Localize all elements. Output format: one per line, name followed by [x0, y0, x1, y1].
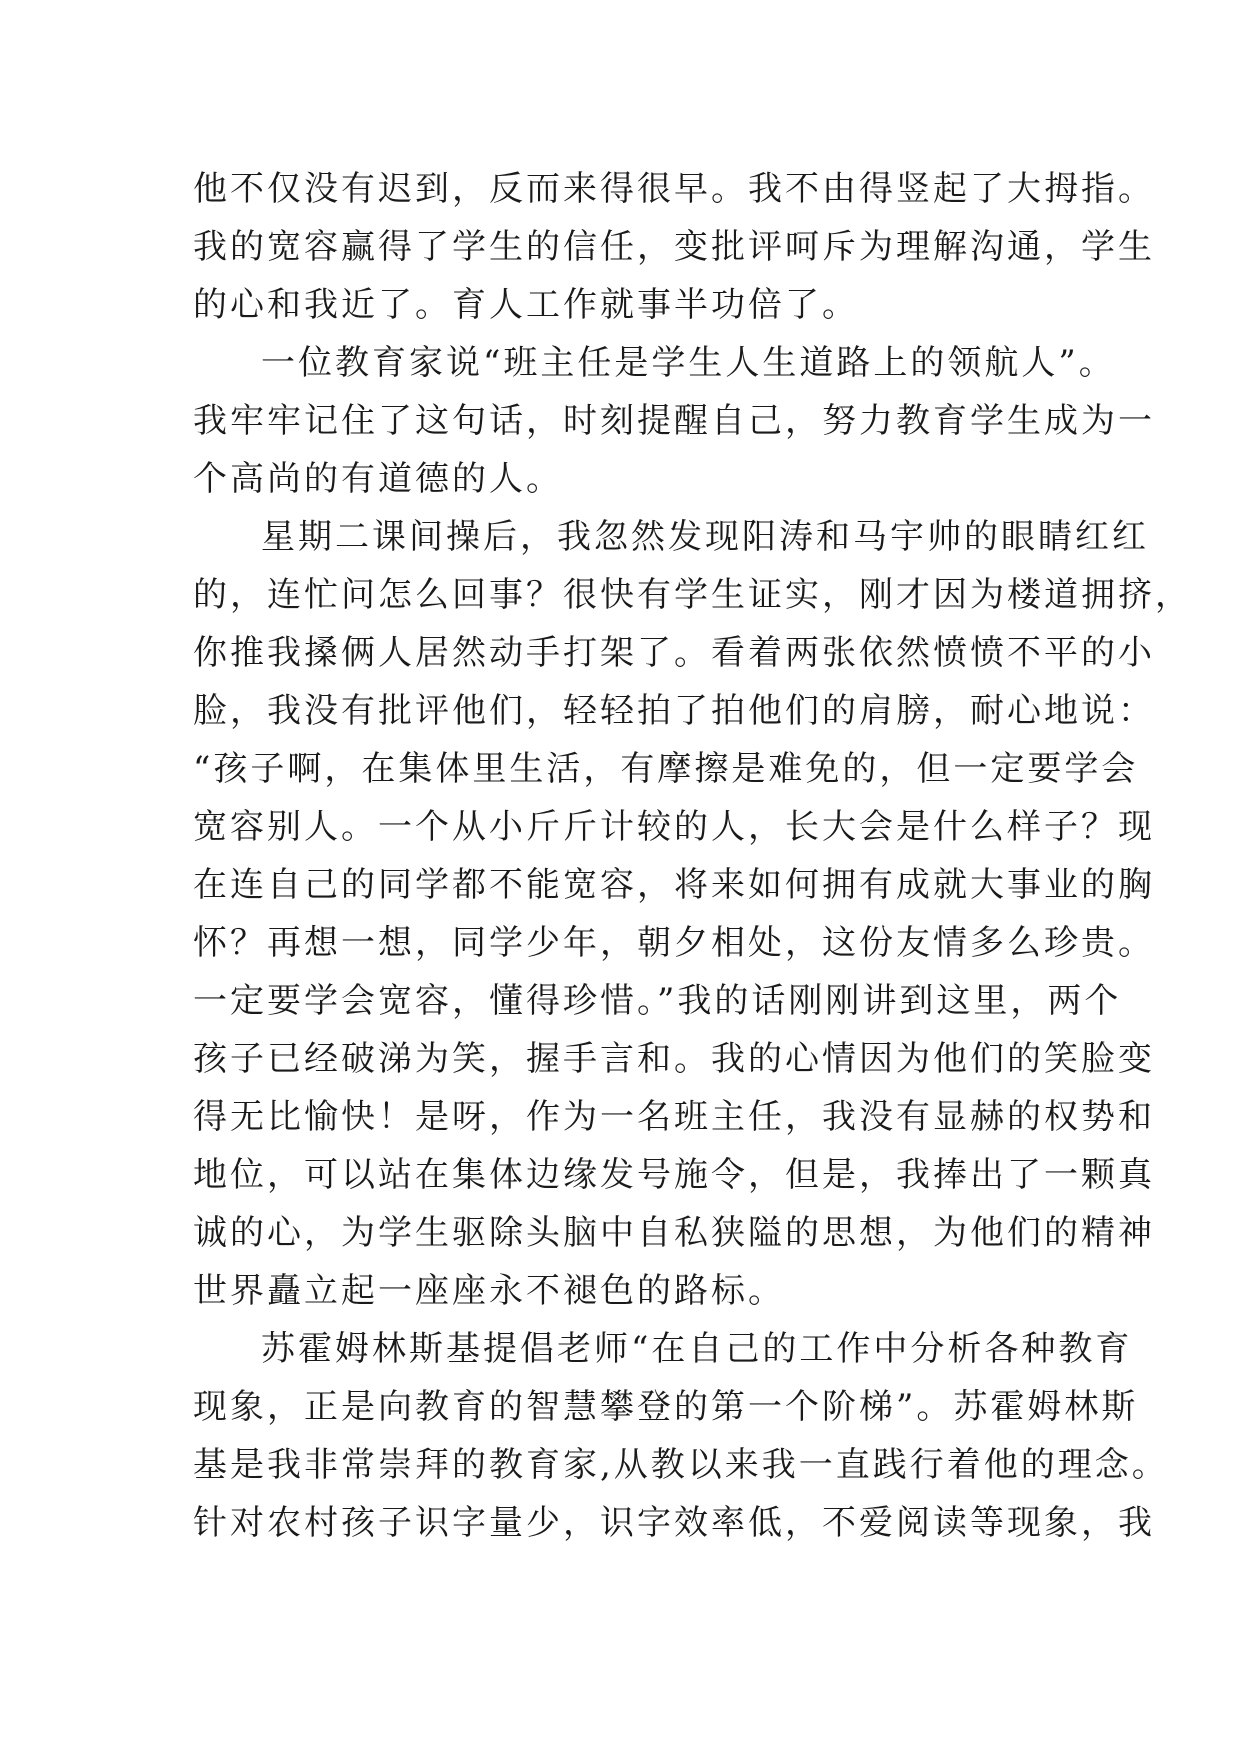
paragraph-1 — [193, 160, 1155, 334]
paragraph-4 — [193, 1320, 1169, 1552]
text-line: 孩子已经破涕为笑，握手言和。我的心情因为他们的笑脸变 — [193, 1039, 1155, 1079]
text-line: 怀？再想一想，同学少年，朝夕相处，这份友情多么珍贵。 — [193, 923, 1155, 963]
text-line: 现象，正是向教育的智慧攀登的第一个阶梯”。苏霍姆林斯 — [193, 1387, 1139, 1427]
text-line: 星期二课间操后，我忽然发现阳涛和马宇帅的眼睛红红 — [261, 517, 1149, 557]
text-line: 苏霍姆林斯基提倡老师“在自己的工作中分析各种教育 — [261, 1329, 1133, 1369]
document-body — [193, 160, 1192, 1552]
paragraph-2 — [193, 334, 1155, 508]
text-line: 你推我搡俩人居然动手打架了。看着两张依然愤愤不平的小 — [193, 633, 1155, 673]
text-line: 我牢牢记住了这句话，时刻提醒自己，努力教育学生成为一 — [193, 401, 1155, 441]
text-line: 世界矗立起一座座永不褪色的路标。 — [193, 1271, 785, 1311]
text-line: 宽容别人。一个从小斤斤计较的人，长大会是什么样子？现 — [193, 807, 1155, 847]
paragraph-3 — [193, 508, 1192, 1320]
text-line: 地位，可以站在集体边缘发号施令，但是，我捧出了一颗真 — [193, 1155, 1155, 1195]
text-line: “孩子啊，在集体里生活，有摩擦是难免的，但一定要学会 — [193, 749, 1139, 789]
text-line: 他不仅没有迟到，反而来得很早。我不由得竖起了大拇指。 — [193, 169, 1155, 209]
text-line: 的心和我近了。育人工作就事半功倍了。 — [193, 285, 859, 325]
text-line: 在连自己的同学都不能宽容，将来如何拥有成就大事业的胸 — [193, 865, 1155, 905]
text-line: 一定要学会宽容，懂得珍惜。”我的话刚刚讲到这里，两个 — [193, 981, 1122, 1021]
text-line: 针对农村孩子识字量少，识字效率低，不爱阅读等现象，我 — [193, 1503, 1155, 1543]
text-line: 的，连忙问怎么回事？很快有学生证实，刚才因为楼道拥挤， — [193, 575, 1192, 615]
text-line: 我的宽容赢得了学生的信任，变批评呵斥为理解沟通，学生 — [193, 227, 1155, 267]
text-line: 得无比愉快！是呀，作为一名班主任，我没有显赫的权势和 — [193, 1097, 1155, 1137]
text-line: 脸，我没有批评他们，轻轻拍了拍他们的肩膀，耐心地说： — [193, 691, 1155, 731]
text-line: 一位教育家说“班主任是学生人生道路上的领航人”。 — [261, 343, 1116, 383]
text-line: 基是我非常崇拜的教育家,从教以来我一直践行着他的理念。 — [193, 1445, 1169, 1485]
text-line: 个高尚的有道德的人。 — [193, 459, 563, 499]
text-line: 诚的心，为学生驱除头脑中自私狭隘的思想，为他们的精神 — [193, 1213, 1155, 1253]
